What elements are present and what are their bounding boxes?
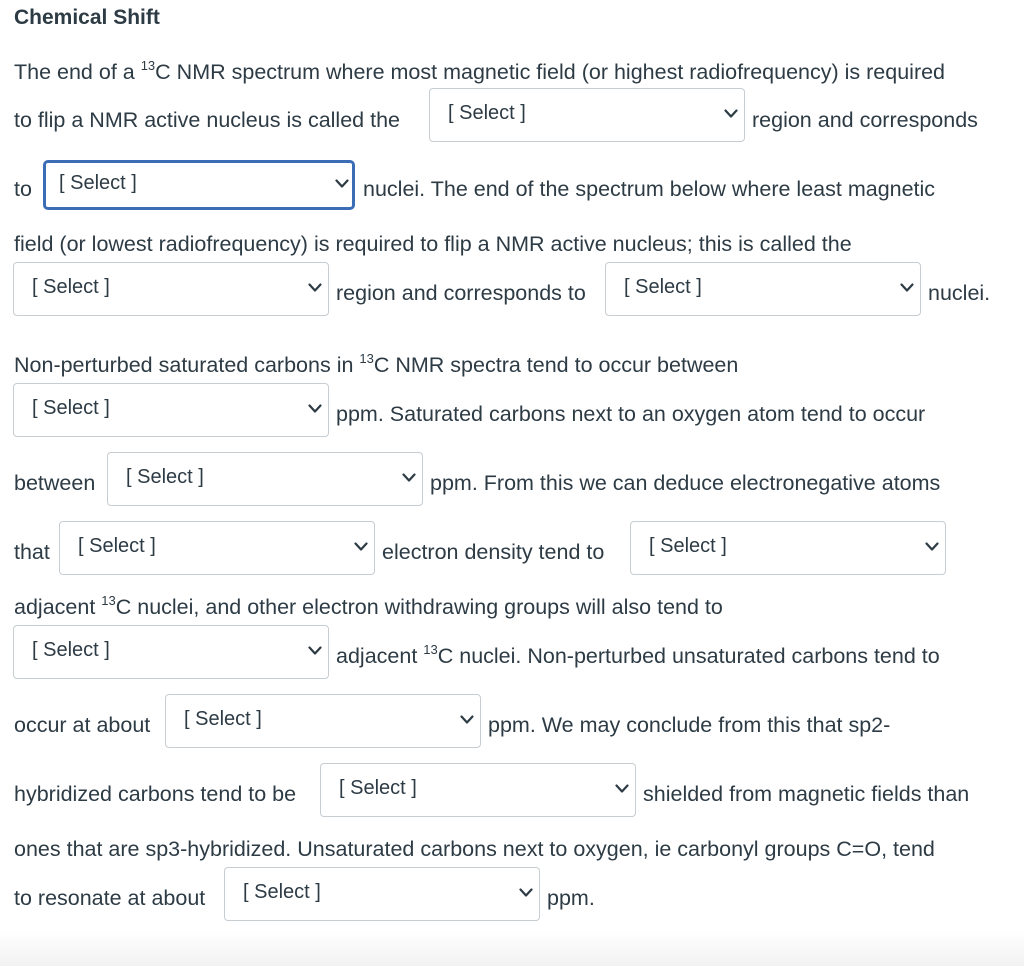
question-text: occur at about xyxy=(14,713,151,737)
chevron-down-icon xyxy=(925,542,939,552)
question-text: adjacent $^{13}$C nuclei. Non-perturbed unsaturated carbons tend to xyxy=(336,642,940,668)
select-withdrawing-group-effect[interactable]: [ Select ] xyxy=(13,625,329,679)
page-footer xyxy=(0,930,1024,966)
question-text: to xyxy=(14,177,32,201)
question-text: adjacent $^{13}$C nuclei, and other electron withdrawing groups will also tend to xyxy=(14,593,723,619)
question-text: nuclei. xyxy=(928,281,991,305)
chevron-down-icon xyxy=(402,473,416,483)
select-saturated-range[interactable]: [ Select ] xyxy=(13,383,329,437)
question-text: ppm. We may conclude from this that sp2- xyxy=(488,713,891,737)
select-electron-density-effect[interactable]: [ Select ] xyxy=(59,521,375,575)
question-text: that xyxy=(14,540,50,564)
question-text: ppm. xyxy=(547,886,595,910)
select-high-field-nuclei[interactable]: [ Select ] xyxy=(43,160,355,210)
question-text: between xyxy=(14,471,96,495)
question-text: nuclei. The end of the spectrum below where least magnetic xyxy=(363,177,936,201)
chevron-down-icon xyxy=(615,784,629,794)
chevron-down-icon xyxy=(354,542,368,552)
question-text: Non-perturbed saturated carbons in $^{13}$C NMR spectra tend to occur between xyxy=(14,351,739,377)
question-text: shielded from magnetic fields than xyxy=(643,782,970,806)
question-text: The end of a $^{13}$C NMR spectrum where most magnetic field (or highest radiofrequency) is required xyxy=(14,58,946,84)
chevron-down-icon xyxy=(308,283,322,293)
select-low-field-region[interactable]: [ Select ] xyxy=(13,262,329,316)
chevron-down-icon xyxy=(900,283,914,293)
question-text: electron density tend to xyxy=(382,540,605,564)
question-text: field (or lowest radiofrequency) is required to flip a NMR active nucleus; this is called the xyxy=(14,232,852,256)
select-high-field-region[interactable]: [ Select ] xyxy=(429,88,745,142)
question-text: to resonate at about xyxy=(14,886,206,910)
select-shielding-effect[interactable]: [ Select ] xyxy=(630,521,946,575)
question-text: ppm. Saturated carbons next to an oxygen atom tend to occur xyxy=(336,402,926,426)
question-text: ppm. From this we can deduce electronegative atoms xyxy=(430,471,941,495)
chevron-down-icon xyxy=(308,646,322,656)
select-low-field-nuclei[interactable]: [ Select ] xyxy=(605,262,921,316)
question-text: hybridized carbons tend to be xyxy=(14,782,297,806)
select-sp2-shielding[interactable]: [ Select ] xyxy=(320,763,636,817)
chevron-down-icon xyxy=(460,715,474,725)
question-text: region and corresponds to xyxy=(336,281,586,305)
question-text: to flip a NMR active nucleus is called the xyxy=(14,108,400,132)
select-unsaturated-ppm[interactable]: [ Select ] xyxy=(165,694,481,748)
chevron-down-icon xyxy=(724,109,738,119)
question-title: Chemical Shift xyxy=(14,6,160,29)
select-oxygen-adjacent-range[interactable]: [ Select ] xyxy=(107,452,423,506)
chevron-down-icon xyxy=(308,404,322,414)
chevron-down-icon xyxy=(519,888,533,898)
question-text: region and corresponds xyxy=(752,108,978,132)
question-text: ones that are sp3-hybridized. Unsaturated carbons next to oxygen, ie carbonyl groups C=O, tend xyxy=(14,837,935,861)
select-carbonyl-ppm[interactable]: [ Select ] xyxy=(224,867,540,921)
chevron-down-icon xyxy=(335,179,349,189)
